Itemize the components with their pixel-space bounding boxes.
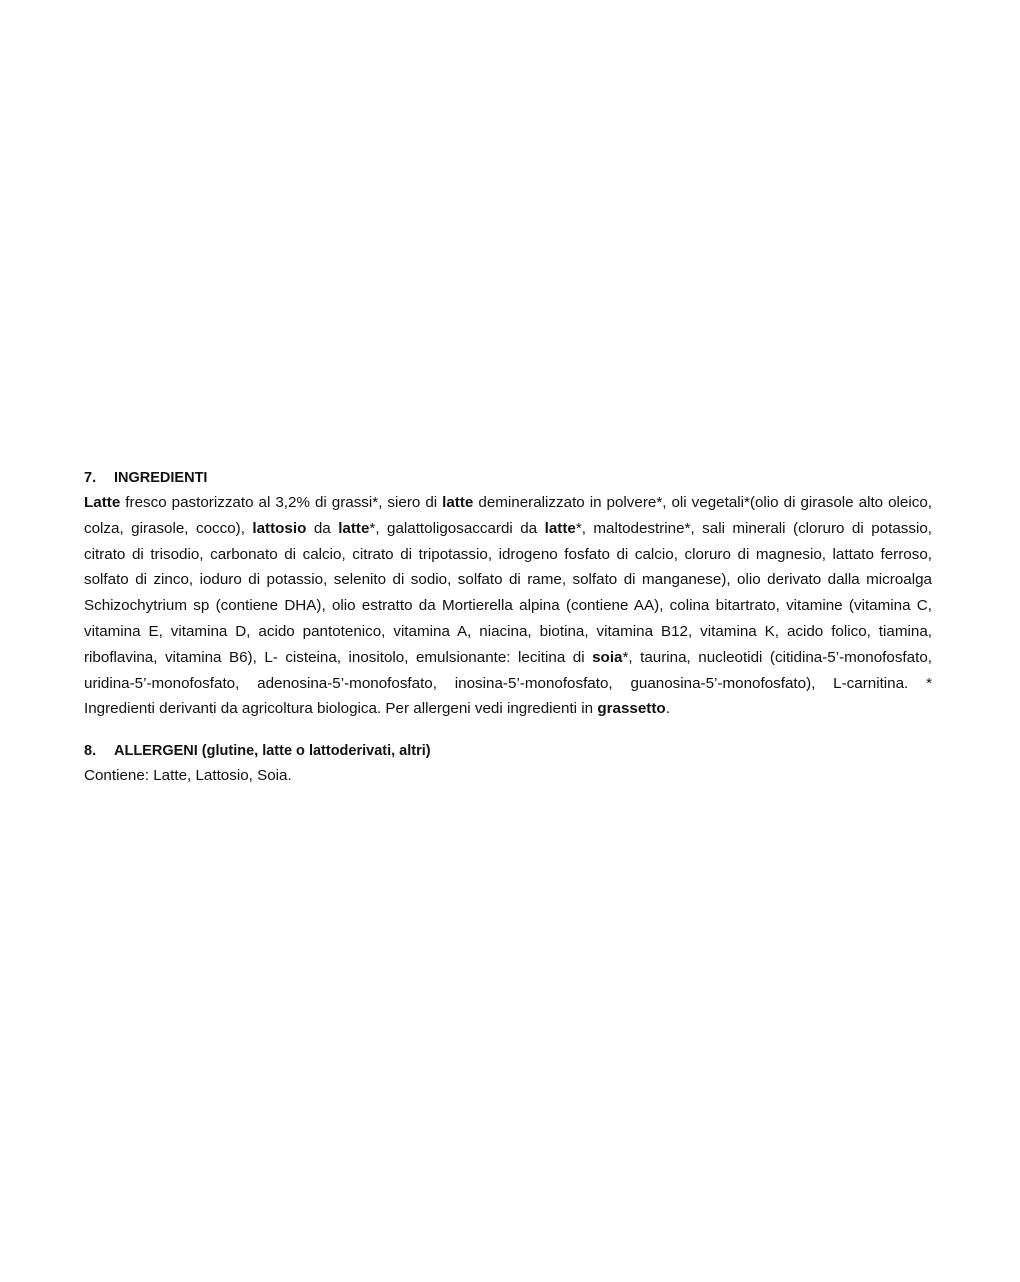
allergen-highlight: lattosio: [252, 519, 307, 537]
ingredients-text: *, taurina, nucleotidi (citidina-5’-monofosfato, uridina-5’-monofosfato, adenosina-5’-monofosfato, inosina-5’-monofosfato, guanosina-5’-monofosfato), L-carnitina. * Ingredienti derivanti da agricoltura biologica. Per allergeni vedi ingredienti in: [84, 648, 932, 718]
allergen-highlight: latte: [544, 519, 576, 537]
allergen-highlight: latte: [442, 494, 474, 511]
allergen-highlight: latte: [338, 519, 370, 537]
ingredients-paragraph: [84, 490, 932, 722]
ingredients-text: .: [665, 700, 670, 718]
ingredients-text: *, maltodestrine*, sali minerali (cloruro di potassio, citrato di trisodio, carbonato di calcio, citrato di tripotassio, idrogeno fosfato di calcio, cloruro di magnesio, lattato ferroso, solfato di zinco, ioduro di potassio, selenito di sodio, solfato di rame, solfato di manganese), olio derivato dalla microalga Schizochytrium sp (contiene DHA), olio estratto da Mortierella alpina (contiene AA), colina bitartrato, vitamine (vitamina C, vitamina E, vitamina D, acido pantotenico, vitamina A, niacina, biotina, vitamina B12, vitamina K, acido folico, tiamina, riboflavina, vitamina B6), L- cisteina, inositolo, emulsionante: lecitina di: [84, 519, 932, 666]
section-8: [84, 739, 932, 789]
ingredients-text: fresco pastorizzato al 3,2% di grassi*, siero di: [120, 494, 443, 511]
allergen-highlight: Latte: [84, 494, 121, 511]
document-page: [84, 466, 932, 789]
allergens-text: Contiene: Latte, Lattosio, Soia.: [84, 767, 292, 785]
allergen-highlight: soia: [592, 648, 623, 666]
section-7-number: 7.: [84, 470, 97, 486]
ingredients-text: *, galattoligosaccardi da: [369, 519, 545, 537]
ingredients-text: da: [306, 519, 339, 537]
allergen-highlight: grassetto: [597, 700, 666, 718]
section-7-title: INGREDIENTI: [114, 470, 208, 486]
section-8-number: 8.: [84, 743, 97, 760]
section-8-heading: [84, 739, 932, 763]
section-8-title: ALLERGENI (glutine, latte o lattoderivati, altri): [114, 743, 431, 760]
section-7-heading: [84, 466, 932, 490]
ingredients-text: demineralizzato in polvere*, oli vegetali*(olio di girasole alto oleico, colza, girasole, cocco),: [84, 494, 933, 537]
